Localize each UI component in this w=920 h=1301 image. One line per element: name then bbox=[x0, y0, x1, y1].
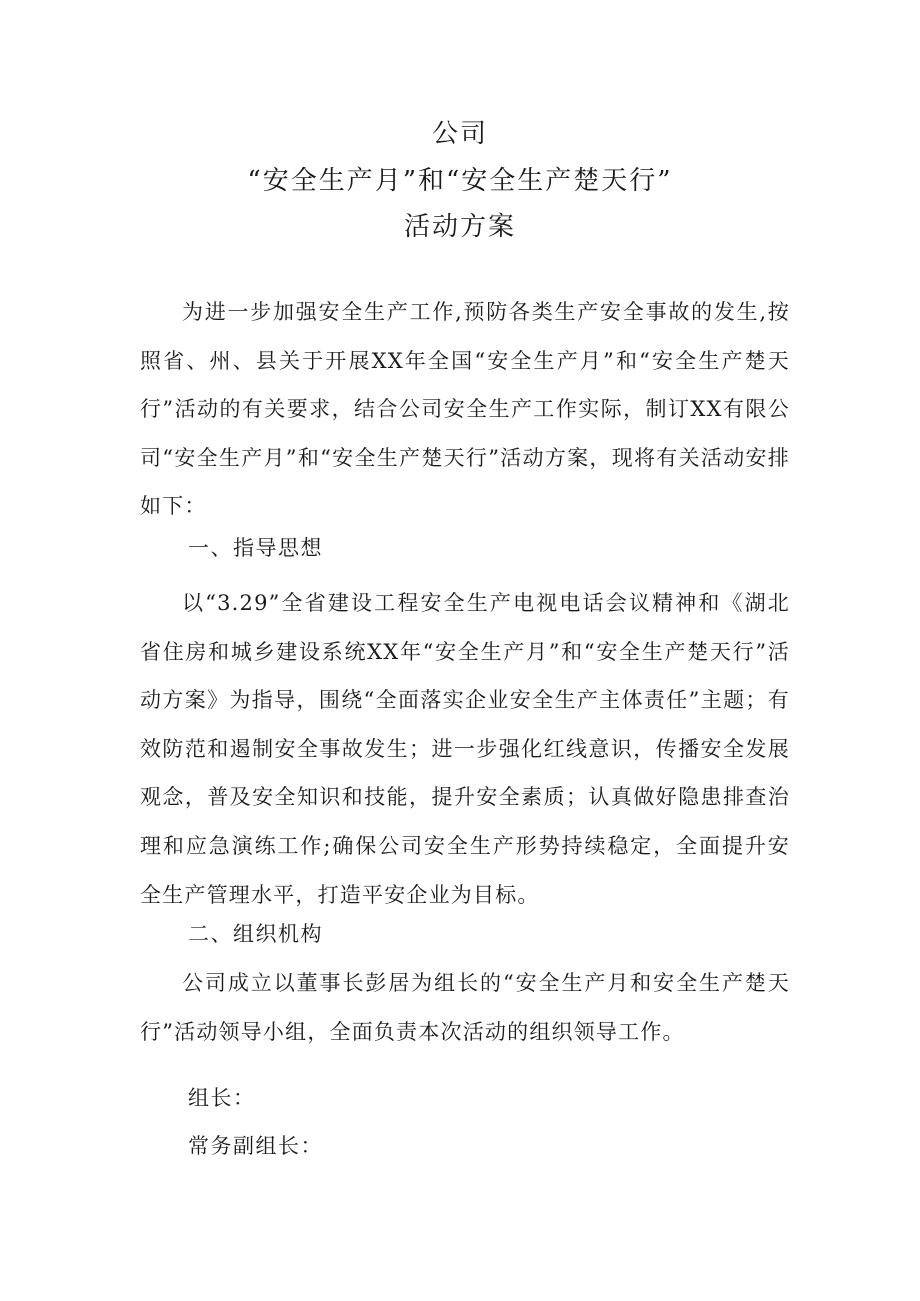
section-paragraph-organization: 公司成立以董事长彭居为组长的“安全生产月和安全生产楚天行”活动领导小组，全面负责本次活动的组织领导工作。 bbox=[140, 971, 790, 1044]
section-paragraph-guiding-ideology: 以“3.29”全省建设工程安全生产电视电话会议精神和《湖北省住房和城乡建设系统XX年“安全生产月”和“安全生产楚天行”活动方案》为指导，围绕“全面落实企业安全生产主体责任”主题；有效防范和遏制安全事故发生；进一步强化红线意识，传播安全发展观念，普及安全知识和技能，提升安全素质；认真做好隐患排查治理和应急演练工作;确保公司安全生产形势持续稳定，全面提升安全生产管理水平，打造平安企业为目标。 bbox=[140, 591, 790, 907]
document-title-plan: 活动方案 bbox=[403, 212, 516, 242]
role-group-leader: 组长： bbox=[188, 1086, 256, 1110]
role-executive-deputy-leader: 常务副组长： bbox=[188, 1134, 323, 1158]
section-heading-organization: 二、组织机构 bbox=[188, 922, 323, 946]
document-title-activities: “安全生产月”和“安全生产楚天行” bbox=[247, 166, 673, 196]
document-title-company: 公司 bbox=[431, 119, 488, 149]
intro-paragraph: 为进一步加强安全生产工作,预防各类生产安全事故的发生,按照省、州、县关于开展XX年全国“安全生产月”和“安全生产楚天行”活动的有关要求，结合公司安全生产工作实际，制订XX有限公司“安全生产月”和“安全生产楚天行”活动方案，现将有关活动安排如下： bbox=[140, 300, 790, 519]
section-heading-guiding-ideology: 一、指导思想 bbox=[188, 536, 323, 560]
